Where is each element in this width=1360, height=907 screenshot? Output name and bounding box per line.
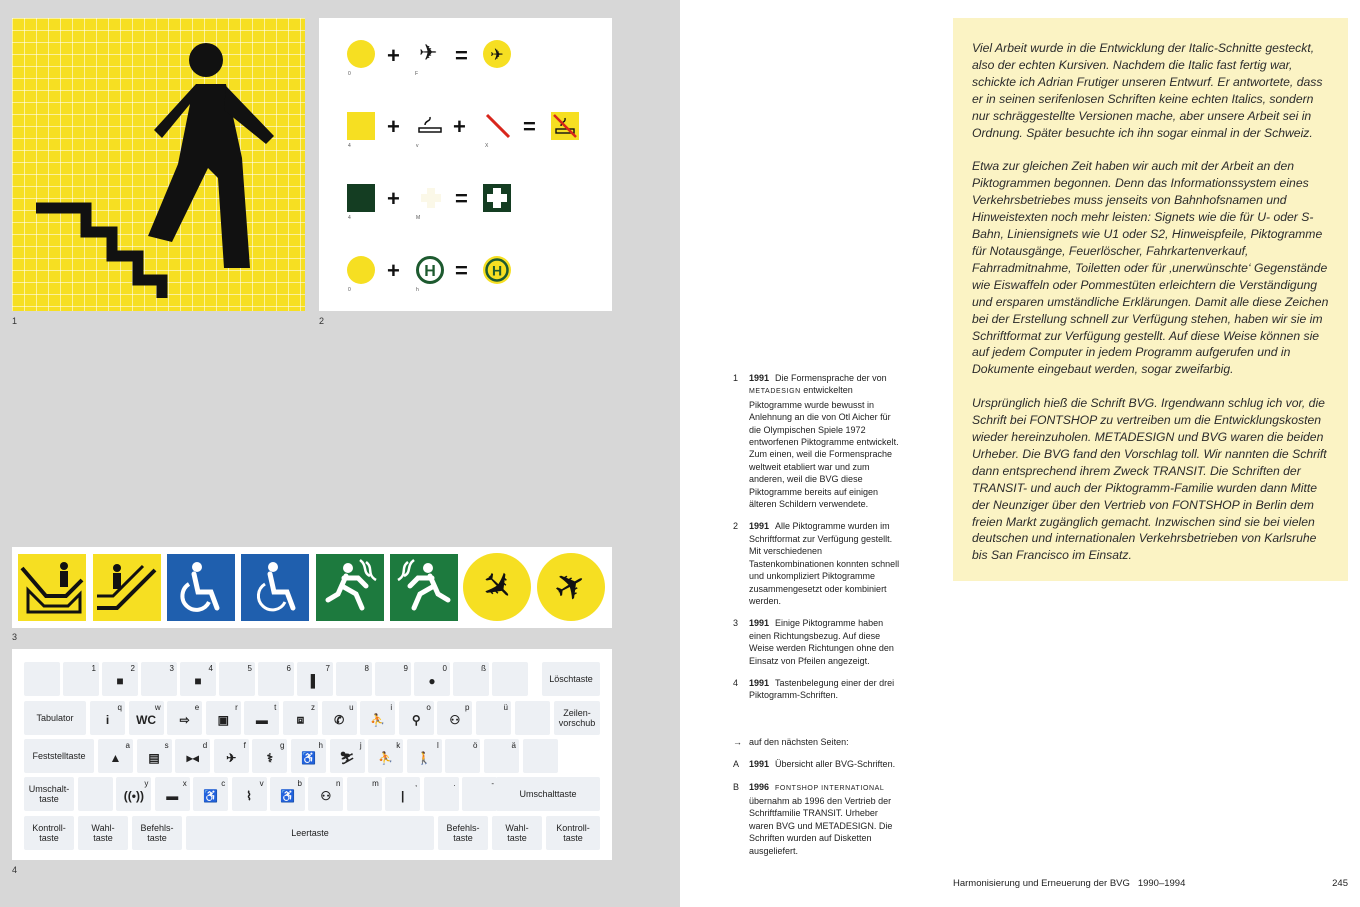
key-character: 9 <box>403 664 408 673</box>
key-n <box>308 777 343 811</box>
plus-sign: + <box>453 114 466 139</box>
key-character: - <box>491 779 494 788</box>
key-glyph: ▬ <box>255 713 268 728</box>
key-glyph: ▲ <box>109 751 122 766</box>
key-glyph: WC <box>136 713 157 728</box>
key-character: b <box>297 779 302 788</box>
plus-sign: + <box>387 114 400 139</box>
key-ö <box>445 739 480 773</box>
figure-label-2: 2 <box>319 316 325 326</box>
key-character: ö <box>472 741 478 750</box>
key-character: . <box>453 779 456 788</box>
plus-sign: + <box>387 43 400 68</box>
key-hint: M <box>416 215 421 221</box>
key-label: Befehls- taste <box>446 823 480 843</box>
directional-pictograms <box>12 547 612 628</box>
caption-1: 1 1991 Die Formensprache der von METADESIGN entwickelten Piktogramme wurde bewusst in Anlehnung an die von Otl Aicher für die Olympischen Spiele 1972 entworfenen Piktogramme entwickelt. Zum einen, weil die Formensprache weltweit etabliert war und zum anderen, weil die BVG diese Piktogramme bereits auf einigen älteren Schildern verwendete. <box>733 373 899 510</box>
person-stairs-icon <box>12 18 305 311</box>
key-7 <box>297 662 333 696</box>
key-space <box>186 816 434 850</box>
key-g <box>252 739 287 773</box>
key-modifier <box>438 816 488 850</box>
key-glyph: ⛹ <box>370 713 386 728</box>
key-character: 1 <box>91 664 96 673</box>
pictogram-combinations <box>319 18 612 311</box>
key-d <box>175 739 210 773</box>
emergency-exit-icon <box>316 554 384 621</box>
key-glyph: 🚶 <box>416 751 432 766</box>
yellow-circle-icon <box>347 256 375 284</box>
key-0 <box>414 662 450 696</box>
key-glyph: | <box>401 789 405 804</box>
key-ü <box>476 701 511 735</box>
captions <box>733 372 903 867</box>
key-character: k <box>396 741 401 750</box>
airplane-icon <box>463 553 531 621</box>
key-b <box>270 777 305 811</box>
key-character: m <box>372 779 379 788</box>
key-modifier <box>132 816 182 850</box>
svg-text:✈: ✈ <box>470 559 525 614</box>
page-number: 245 <box>1332 878 1348 889</box>
key-label: Wahl- taste <box>505 823 529 843</box>
no-smoking-icon <box>551 112 579 140</box>
key-character: o <box>426 703 431 712</box>
key-hint: F <box>415 71 419 77</box>
equals-sign: = <box>455 43 468 68</box>
keyboard-layout <box>12 649 612 860</box>
key-modifier <box>546 816 600 850</box>
key-1 <box>63 662 99 696</box>
key-tab: Tabulator <box>24 701 86 735</box>
key-character: t <box>274 703 277 712</box>
key-4 <box>180 662 216 696</box>
quote-paragraph-3: Ursprünglich hieß die Schrift BVG. Irgendwann schlug ich vor, die Schrift bei FONTSHOP zu vertreiben um die Entwicklungskosten wieder hereinzuholen. METADESIGN und BVG waren die beiden Urheber. Die BVG fand den Vorschlag toll. Wir nannten die Schrift dann entsprechend ihrem Zweck TRANSIT. Die Schriften der TRANSIT- und auch der Piktogramm-Familie wurden dann Mitte der Neunziger über den Vertrieb von FONTSHOP in Berlin dem freien Markt zugänglich gemacht. Inzwischen sind sie bei vielen deutschen und internationalen Verkehrsbetrieben von Karlsruhe bis San Francisco im Einsatz. <box>972 396 1327 563</box>
yellow-square-icon <box>347 112 375 140</box>
key-shift-right: Umschalttaste <box>496 777 600 811</box>
key-blank <box>24 662 60 696</box>
key-a <box>98 739 133 773</box>
key-hint: 0 <box>348 71 351 77</box>
key-3 <box>141 662 177 696</box>
key-ß <box>453 662 489 696</box>
key-glyph: ⌇ <box>246 789 253 804</box>
key-s <box>137 739 172 773</box>
key-character: 5 <box>247 664 252 673</box>
key-glyph: ⚕ <box>266 751 274 766</box>
key-character: r <box>235 703 238 712</box>
key-hint: v <box>416 143 419 149</box>
key-glyph: ▤ <box>148 751 160 766</box>
key-character: c <box>221 779 226 788</box>
red-slash-icon <box>484 112 512 140</box>
svg-text:✈: ✈ <box>545 559 596 614</box>
key-character: a <box>125 741 130 750</box>
airplane-circle-icon <box>483 40 511 68</box>
key-glyph: ((•)) <box>123 789 144 804</box>
key-glyph: ▬ <box>166 789 179 804</box>
next-pages-b: B 1996 FONTSHOP INTERNATIONAL übernahm ab 1996 den Vertrieb der Schriftfamilie TRANSIT. Urheber waren BVG und METADESIGN. Die Schriften wurden auf Disketten ausgeliefert. <box>733 781 893 856</box>
key-character: p <box>464 703 470 712</box>
key-glyph: ✈ <box>226 751 237 766</box>
arrow-right-icon: → <box>733 736 742 747</box>
emergency-exit-right-icon <box>390 554 458 621</box>
key-o <box>399 701 434 735</box>
key-character: 7 <box>325 664 330 673</box>
key-f <box>214 739 249 773</box>
key-character: n <box>335 779 341 788</box>
figure-label-3: 3 <box>12 632 18 642</box>
key-5 <box>219 662 255 696</box>
key-blank <box>78 777 113 811</box>
key-character: u <box>349 703 354 712</box>
key-u <box>322 701 357 735</box>
plus-sign: + <box>387 186 400 211</box>
key-label: Kontroll- taste <box>32 823 66 843</box>
key-z <box>283 701 318 735</box>
footer-title: Harmonisierung und Erneuerung der BVG <box>953 878 1130 889</box>
key-character: j <box>359 741 362 750</box>
key-character: w <box>154 703 161 712</box>
key-- <box>462 777 497 811</box>
wheelchair-icon <box>167 554 235 621</box>
bus-stop-yellow-icon <box>483 256 511 284</box>
next-pages-a: A 1991 Übersicht aller BVG-Schriften. <box>733 759 896 770</box>
figure-label-4: 4 <box>12 865 18 875</box>
key-character: , <box>414 779 418 788</box>
key-return: Zeilen- vorschub <box>554 701 600 735</box>
green-square-icon <box>347 184 375 212</box>
key-i <box>360 701 395 735</box>
airplane-icon: ✈ <box>419 40 438 65</box>
yellow-circle-icon <box>347 40 375 68</box>
key-e <box>167 701 202 735</box>
figure-label-1: 1 <box>12 316 18 326</box>
key-character: h <box>318 741 323 750</box>
key-glyph: ⚲ <box>411 713 421 728</box>
equals-sign: = <box>455 258 468 283</box>
key-character: 3 <box>169 664 174 673</box>
white-cross-icon <box>419 186 443 210</box>
key-9 <box>375 662 411 696</box>
key-modifier <box>78 816 128 850</box>
key-character: v <box>259 779 264 788</box>
key-glyph: ♿ <box>280 789 295 804</box>
key-blank <box>515 701 550 735</box>
key-x <box>155 777 190 811</box>
key-caps-lock: Feststelltaste <box>24 739 94 773</box>
key-character: z <box>311 703 315 712</box>
key-p <box>437 701 472 735</box>
key-label: Wahl- taste <box>91 823 115 843</box>
key-v <box>232 777 267 811</box>
quote-paragraph-1: Viel Arbeit wurde in die Entwicklung der Italic-Schnitte gesteckt, also der echten Kursiven. Nachdem die Italic fast fertig war, schickte ich Adrian Frutiger unseren Entwurf. Er antwortete, dass er in seinen serifenlosen Schriften keine echten Italics, sondern nur schräggestellte Versionen mache, aber unsere Arbeit sei in Ordnung. Später besuchte ich ihn sogar einmal in der Schweiz. <box>972 41 1323 140</box>
wheelchair-outline-icon <box>241 554 309 621</box>
key-character: ß <box>481 664 486 673</box>
svg-text:✈: ✈ <box>490 45 504 64</box>
key-character: d <box>202 741 208 750</box>
key-q <box>90 701 125 735</box>
key-glyph: i <box>105 713 110 728</box>
key-l <box>407 739 442 773</box>
key-blank <box>492 662 528 696</box>
next-pages-intro: → auf den nächsten Seiten: <box>733 736 849 747</box>
key-blank <box>523 739 558 773</box>
key-character: ä <box>511 741 516 750</box>
key-r <box>206 701 241 735</box>
key-modifier <box>24 816 74 850</box>
key-character: s <box>164 741 169 750</box>
key-glyph: ♿ <box>301 751 316 766</box>
key-glyph: ■ <box>116 674 124 689</box>
key-character: g <box>279 741 285 750</box>
plus-sign: + <box>387 258 400 283</box>
key-character: l <box>437 741 439 750</box>
key-glyph: ✆ <box>334 713 345 728</box>
quote-paragraph-2: Etwa zur gleichen Zeit haben wir auch mit der Arbeit an den Piktogrammen begonnen. Denn das Informationssystem eines Verkehrsbetriebes muss jenseits von Bahnhofsnamen und Hinweistexten noch mehr leisten: Signets wie die für U- oder S-Bahn, Liniensignets wie U1 oder S2, Hinweispfeile, Piktogramme für Notausgänge, Feuerlöscher, Fahrkartenverkauf, Fahrradmitnahme, Toiletten oder für ‚unerwünschte‘ Gegenstände wie Eiswaffeln oder Pommestüten erleichtern die Verständigung und ersparen umständliche Erklärungen. Damit alle diese Zeichen bei der Erstellung schnell zur Verfügung stehen, haben wir sie im Schriftformat zur Verfügung gestellt. Auf diese Weise können sie auf jedem Computer in jedem Programm aufgerufen und in Dokumente eingebaut werden, sogar zweifarbig. <box>972 159 1329 377</box>
key-character: 0 <box>442 664 447 673</box>
key-delete: Löschtaste <box>542 662 600 696</box>
svg-text:H: H <box>424 263 436 280</box>
key-ä <box>484 739 519 773</box>
key-hint: X <box>485 143 489 149</box>
key-w <box>129 701 164 735</box>
key-y <box>116 777 151 811</box>
key-character: 8 <box>364 664 369 673</box>
key-glyph: ■ <box>194 674 202 689</box>
svg-text:H: H <box>491 262 503 279</box>
running-footer <box>953 878 1185 889</box>
key-. <box>424 777 459 811</box>
key-glyph: ⛷ <box>339 751 355 766</box>
key-glyph: ▣ <box>217 713 229 728</box>
key-k <box>368 739 403 773</box>
key-hint: 4 <box>348 215 351 221</box>
caption-3: 3 1991 Einige Piktogramme haben einen Richtungsbezug. Auf diese Weise werden Richtungen ohne den Einsatz von Pfeilen angezeigt. <box>733 618 894 666</box>
key-h <box>291 739 326 773</box>
key-m <box>347 777 382 811</box>
key-8 <box>336 662 372 696</box>
key-shift-left: Umschalt- taste <box>24 777 74 811</box>
key-glyph: ● <box>428 674 436 689</box>
escalator-down-icon <box>18 554 86 621</box>
key-glyph: ⛹ <box>378 751 394 766</box>
key-, <box>385 777 420 811</box>
key-glyph: ♿ <box>203 789 219 804</box>
key-character: 2 <box>130 664 135 673</box>
caption-2: 2 1991 Alle Piktogramme wurden im Schriftformat zur Verfügung gestellt. Mit verschiedenen Tastenkombinationen konnten schnell und unkompliziert Piktogramme zusammengesetzt oder kombiniert werden. <box>733 521 900 606</box>
footer-years: 1990–1994 <box>1137 878 1186 889</box>
escalator-up-icon <box>93 554 161 621</box>
key-character: i <box>390 703 393 712</box>
key-character: ü <box>503 703 508 712</box>
key-hint: h <box>416 287 419 293</box>
bus-stop-h-icon <box>416 256 444 284</box>
key-character: 6 <box>286 664 291 673</box>
key-character: 4 <box>208 664 213 673</box>
key-glyph: ▸◂ <box>186 751 199 766</box>
key-label: Kontroll- taste <box>556 823 590 843</box>
key-character: q <box>117 703 122 712</box>
caption-4: 4 1991 Tastenbelegung einer der drei Piktogramm-Schriften. <box>733 677 895 701</box>
key-modifier <box>492 816 542 850</box>
key-glyph: ⚇ <box>449 713 461 728</box>
first-aid-icon <box>483 184 511 212</box>
key-glyph: ⇨ <box>179 713 190 728</box>
key-glyph: ▌ <box>310 674 320 689</box>
key-t <box>244 701 279 735</box>
key-c <box>193 777 228 811</box>
key-6 <box>258 662 294 696</box>
key-character: y <box>144 779 149 788</box>
airplane-right-icon <box>537 553 605 621</box>
cigarette-icon <box>417 114 443 136</box>
key-glyph: ⚇ <box>320 789 332 804</box>
stairs-down-pictogram <box>12 18 305 311</box>
key-character: e <box>194 703 200 712</box>
key-glyph: ⧈ <box>296 712 305 727</box>
key-j <box>330 739 365 773</box>
key-character: f <box>243 741 246 750</box>
key-label: Leertaste <box>291 828 329 838</box>
key-hint: 4 <box>348 143 351 149</box>
equals-sign: = <box>523 114 536 139</box>
interview-quote-box <box>953 18 1348 581</box>
key-2 <box>102 662 138 696</box>
key-label: Befehls- taste <box>140 823 174 843</box>
equals-sign: = <box>455 186 468 211</box>
key-hint: 0 <box>348 287 351 293</box>
key-character: x <box>182 779 187 788</box>
